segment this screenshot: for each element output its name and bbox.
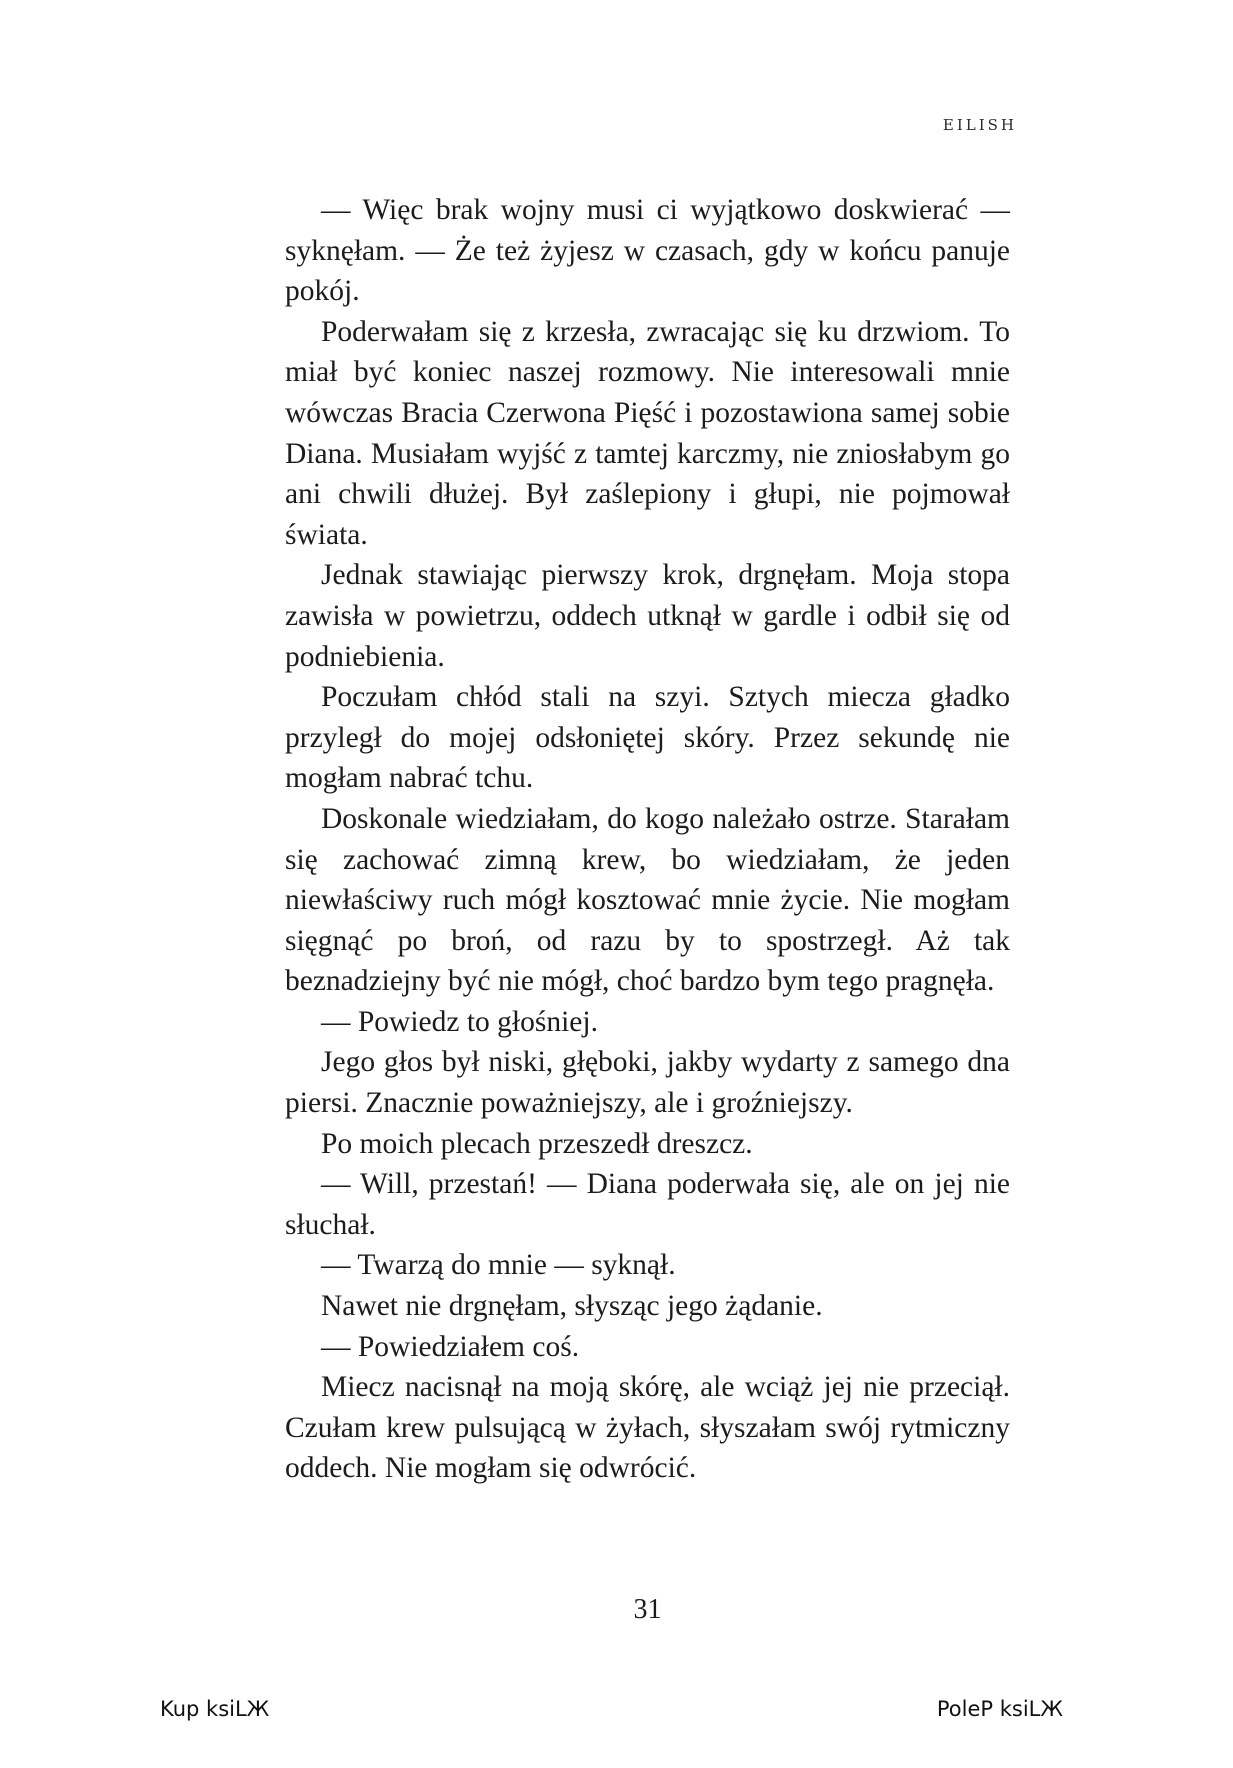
paragraph: Poczułam chłód stali na szyi. Sztych miecza gładko przyległ do mojej odsłoniętej skóry. Przez sekundę nie mogłam nabrać tchu. [285, 681, 1010, 795]
paragraph: — Will, przestań! — Diana poderwała się, ale on jej nie słuchał. [285, 1168, 1010, 1241]
paragraph: Po moich plecach przeszedł dreszcz. [321, 1127, 753, 1160]
paragraph: — Powiedziałem coś. [321, 1330, 580, 1363]
paragraph: — Twarzą do mnie — syknął. [321, 1249, 676, 1282]
paragraph: Doskonale wiedziałam, do kogo należało ostrze. Starałam się zachować zimną krew, bo wiedziałam, że jeden niewłaściwy ruch mógł kosztować mnie życie. Nie mogłam sięgnąć po broń, od razu by to spostrzegł. Aż tak beznadziejny być nie mógł, choć bardzo bym tego pragnęła. [285, 802, 1010, 998]
paragraph: — Powiedz to głośniej. [321, 1005, 598, 1038]
paragraph: Poderwałam się z krzesła, zwracając się ku drzwiom. To miał być koniec naszej rozmowy. Nie interesowali mnie wówczas Bracia Czerwona Pięść i pozostawiona samej sobie Diana. Musiałam wyjść z tamtej karczmy, nie zniosłabym go ani chwili dłużej. Był zaślepiony i głupi, nie pojmował świata. [285, 315, 1010, 551]
running-head: EILISH [942, 116, 1017, 134]
paragraph: Nawet nie drgnęłam, słysząc jego żądanie. [321, 1290, 823, 1323]
paragraph: Miecz nacisnął na moją skórę, ale wciąż jej nie przeciął. Czułam krew pulsującą w żyłach, słyszałam swój rytmiczny oddech. Nie mogłam się odwrócić. [285, 1371, 1010, 1485]
paragraph: Jego głos był niski, głęboki, jakby wydarty z samego dna piersi. Znacznie poważniejszy, ale i groźniejszy. [285, 1046, 1010, 1120]
paragraph: Jednak stawiając pierwszy krok, drgnęłam. Moja stopa zawisła w powietrzu, oddech utknął w gardle i odbił się od podniebienia. [285, 559, 1010, 673]
buy-book-link[interactable]: Kup ksiLЖ [160, 1697, 270, 1721]
page-number: 31 [633, 1594, 662, 1625]
recommend-book-link[interactable]: PoleP ksiLЖ [936, 1697, 1063, 1721]
body-text [285, 190, 1010, 1489]
paragraph: — Więc brak wojny musi ci wyjątkowo doskwierać — syknęłam. — Że też żyjesz w czasach, gdy w końcu panuje pokój. [285, 194, 1010, 308]
